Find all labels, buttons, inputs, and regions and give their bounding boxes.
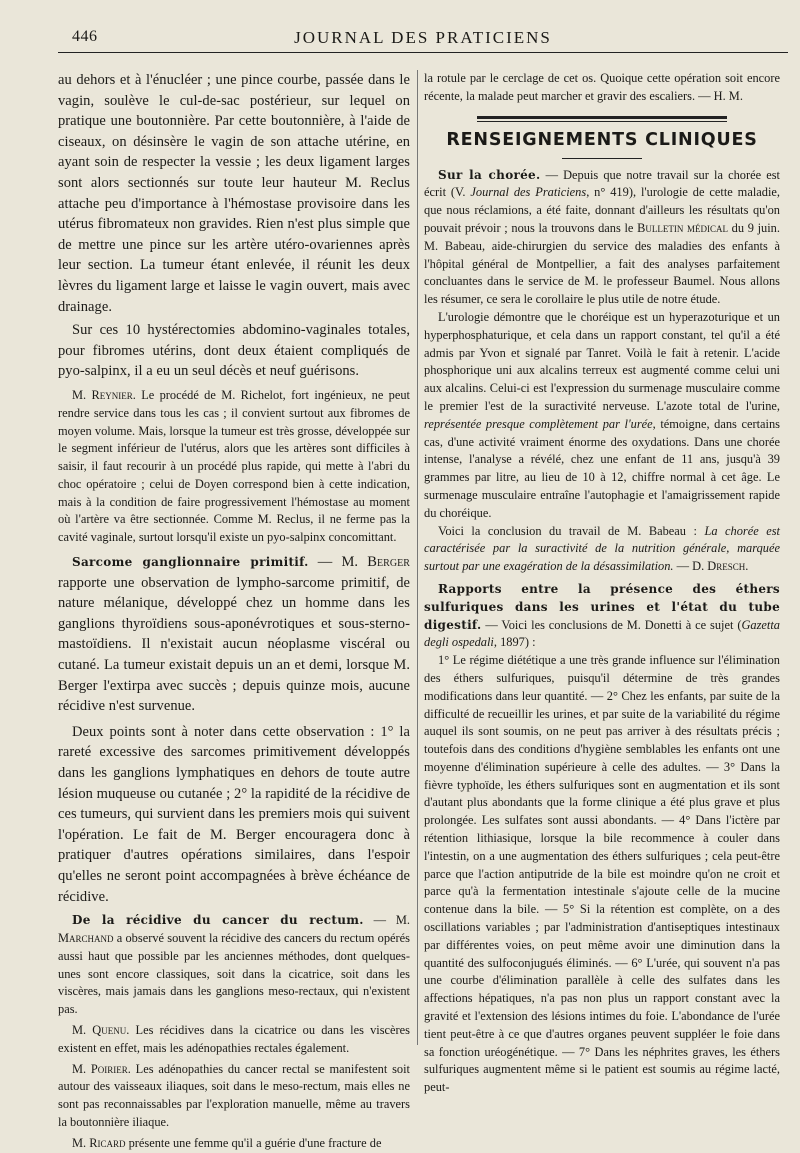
paragraph-rotule: la rotule par le cerclage de cet os. Quoique cette opération soit encore récente, la malade peut marcher et gravir des escaliers. — H. M. [424, 71, 780, 103]
paragraph-conclusion-babeau [424, 523, 780, 576]
divider-thin-line [477, 121, 727, 122]
paragraph-text: , n° 419), l'urologie de cette maladie, que nous réclamions, a été faite, donnant d'ailleurs les résultats qu'on pouvait prévoir ; nous la trouvons dans le [424, 185, 781, 235]
paragraph-hysterectomy-results: Sur ces 10 hystérectomies abdomino-vaginales totales, pour fibromes utérins, dont deux étaient compliqués de pyo-salpinx, il a eu un seul décès et neuf guérisons. [58, 322, 410, 380]
bulletin-reference: Bulletin médical [637, 220, 729, 235]
paragraph-text: M. [72, 1135, 90, 1150]
paragraph-ethers-heading [424, 581, 780, 652]
paragraph-ethers-conclusions: 1° Le régime diététique a une très grande influence sur l'élimination des éthers sulfuriques, puisqu'il détermine de très grandes modifications dans leur quantité. — 2° Chez les enfants, par suite de la difficulté de recueillir les urines, et par suite de la variabilité du régime auquel ils sont soumis, on ne peut pas arriver à des résultats précis ; toutefois dans des conditions d'hygiène semblables les enfants ont une moyenne d'élimination supérieure à celle des adultes. — 3° Dans la fièvre typhoïde, les éthers sulfuriques sont en augmentation et ils sont d'autant plus abondants que la forme clinique a été plus grave et plus prolongée. Les sulfates sont aussi abondants. — 4° Dans l'ictère par rétention lithiasique, lorsque la bile recommence à couler dans l'intestin, on a une augmentation des éthers sulfuriques ; cela peut-être parce que l'action antiputride de la bile est moindre qu'on ne croit et parce qu'à la fermentation intestinale s'ajoute celle de la mucine contenue dans la bile. — 5° Si la rétention est complète, on a des oscillations variables ; par l'administration d'antiseptiques intestinaux par différentes voies, on peut même avoir une diminution dans la quantité des sulfoconjugués éliminés. — 6° L'urée, qui souvent n'a pas une courbe d'élimination parallèle à celle des sulfates dans les affections hépatiques, n'a pas non plus un rapport constant avec la gravité et l'extension des lésions intimes du foie. L'abondance de l'urée tient peut-être à ce que d'autres organes peuvent suppléer le foie dans sa fonction uréogénétique. — 7° Dans les néphrites graves, les éthers sulfuriques augmentent même si le patient est soumis au régime lacté, peut- [424, 653, 780, 1095]
paragraph-text: Les adénopathies du cancer rectal se manifestent soit autour des vaisseaux iliaques, soit dans le meso-rectum, mais elles ne sont pas reconnaissables par l'exploration manuelle, même au travers la boutonnière iliaque. [58, 1061, 410, 1129]
section-heading: Sarcome ganglionnaire primitif. [72, 555, 309, 570]
paragraph-ricard [58, 1135, 410, 1153]
section-heading: De la récidive du cancer du rectum. [72, 913, 364, 928]
left-column [58, 70, 411, 1150]
paragraph-text: , 1897) : [493, 635, 536, 650]
dash: — M. [308, 554, 368, 571]
paragraph-text: du 9 juin. M. Babeau, aide-chirurgien du service des maladies des enfants à l'hôpital général de Montpellier, a fait des analyses parfaitement concluantes dans le service de M. le professeur Baumel. Nous allons les résumer, ce sera le corollaire le plus utile de notre étude. [424, 220, 780, 307]
paragraph-hysterectomy-procedure: au dehors et à l'énucléer ; une pince courbe, passée dans le vagin, soulève le cul-de-sac postérieur, sur lequel on pratique une boutonnière. Par cette boutonnière, à l'aide de ciseaux, on désinsère le vagin de son attache utérine, en ayant soin de respecter la vessie ; les deux ligament larges sont alors sectionnés sur toute leur hauteur M. Reclus attache peu d'importance à l'hémostase provisoire dans les utérus fibromateux non gravides. Rien n'est plus simple que de mettre une pince sur les artère utéro-ovariennes après leur section. La tumeur étant enlevée, il réunit les deux lèvres du ligament large et laisse le vagin ouvert, mais avec drainage. [58, 72, 410, 315]
paragraph-recidive-rectum [58, 912, 410, 1019]
column-separator [417, 70, 418, 1045]
journal-title: JOURNAL DES PRATICIENS [294, 28, 552, 47]
divider-thick-line [477, 116, 727, 119]
paragraph-text: , témoigne, dans certains cas, d'une activité vraiment énorme des oxydations. Dans une chorée intense, l'analyse a révélé, chez une enfant de 11 ans, jusqu'à 39 grammes par litre, au lieu de 10 à 12, chiffre normal à cet âge. Le surmenage musculaire entraîne l'autophagie et l'amaigrissement rapide du choréique. [424, 416, 780, 520]
page-number: 446 [72, 28, 98, 45]
paragraph-choree [424, 167, 780, 309]
paragraph-deux-points: Deux points sont à noter dans cette observation : 1° la rareté excessive des sarcomes primitivement développés dans les ganglions lymphatiques en dehors de toute autre lésion muqueuse ou cutanée ; 2° la rapidité de la récidive de ces tumeurs, qui survient dans les premiers mois qui suivent l'opération. Le fait de M. Berger encouragera donc à pratiquer d'autres opérations similaires, dans l'espoir qu'elles ne seront point accompagnées à brève échéance de récidive. [58, 723, 410, 905]
header-rule [58, 52, 788, 53]
author-name: M. Poirier. [72, 1061, 131, 1076]
paragraph-quenu [58, 1022, 410, 1058]
paragraph-text: a observé souvent la récidive des cancers du rectum opérés aussi haut que possible par les anciennes méthodes, dont quelques-unes sont encore classiques, soit dans la cicatrice, soit dans les viscères, mais jamais dans les ganglions meso-rectaux, qui n'existent pas. [58, 930, 410, 1017]
paragraph-text: Le procédé de M. Richelot, fort ingénieux, ne peut rendre service dans tous les cas ; il convient surtout aux fibromes de moyen volume. Mais, lorsque la tumeur est très grosse, développée sur le segment inférieur de l'utérus, alors que les artères sont difficiles à saisir, il faut recourir à un procédé plus rapide, qui mette à l'abri du choc opératoire ; celui de Doyen correspond bien à cette indication, mais à la condition de faire progressivement l'hémostase au moment où l'artère va être sectionnée. Comme M. Reclus, il ne ferme pas la cavité vaginale, surtout lorsqu'il existe un pyo-salpinx concomittant. [58, 387, 411, 545]
paragraph-reynier [58, 387, 410, 547]
author-name: Berger [367, 554, 410, 571]
author-name: Ricard [89, 1135, 126, 1150]
section-divider [424, 116, 780, 122]
section-heading: Sur la chorée. [438, 167, 541, 182]
paragraph-text: rapporte une observation de lympho-sarcome primitif, de nature mélanique, développé chez un homme dans les ganglions thyroïdiens sous-aponévrotiques et sous-sterno-mastoïdiens. Il n'existait aucun néoplasme viscéral ou cutané. La tumeur existait depuis un an et demi, lorsque M. Berger l'extirpa avec succès ; depuis quinze mois, aucune récidive n'est survenue. [58, 574, 410, 715]
emphasis-text: La chorée est caractérisée par la suractivité de la nutrition générale, marquée surtout par une exagération de la désassimilation. [424, 523, 780, 574]
section-title: RENSEIGNEMENTS CLINIQUES [446, 129, 758, 150]
paragraph-text: — Voici les conclusions de M. Donetti à ce sujet ( [481, 617, 742, 632]
author-name: Marchand [58, 930, 114, 945]
paragraph-text: présente une femme qu'il a guérie d'une fracture de [125, 1135, 382, 1150]
paragraph-urologie [424, 309, 780, 523]
paragraph-text: L'urologie démontre que le choréique est un hyperazoturique et un hyperphosphaturique, et cela dans un rapport constant, tel qu'il a été admis par Yvon et signalé par Tanret. Voilà le fait à retenir. L'acide phosphorique uni aux alcalins terreux est augmenté comme celui uni aux alcalins. Celui-ci est l'expression du surmenage musculaire comme le premier l'est de la suractivité nerveuse. L'azote total de l'urine, [424, 309, 780, 413]
author-name: M. Reynier. [72, 387, 136, 402]
section-heading: Rapports entre la présence des éthers sulfuriques dans les urines et l'état du tube digestif. [424, 581, 780, 632]
paragraph-poirier [58, 1061, 410, 1132]
dash: — M. [363, 913, 411, 928]
running-header [58, 18, 788, 48]
paragraph-sarcome [58, 552, 410, 717]
paragraph-text: Les récidives dans la cicatrice ou dans les viscères existent en effet, mais les adénopathies rectales également. [58, 1022, 410, 1055]
paragraph-text: Voici la conclusion du travail de M. Babeau : [438, 523, 705, 538]
author-name: M. Quenu. [72, 1022, 130, 1037]
emphasis-text: représentée presque complètement par l'urée [424, 416, 653, 431]
right-column [424, 70, 781, 1095]
signature: — D. Dresch. [673, 559, 749, 574]
section-title-underline [562, 158, 642, 159]
journal-reference: Gazetta degli ospedali [424, 617, 780, 650]
journal-reference: Journal des Praticiens [470, 185, 587, 200]
paragraph-text: — Depuis que notre travail sur la chorée est écrit (V. [424, 167, 780, 200]
